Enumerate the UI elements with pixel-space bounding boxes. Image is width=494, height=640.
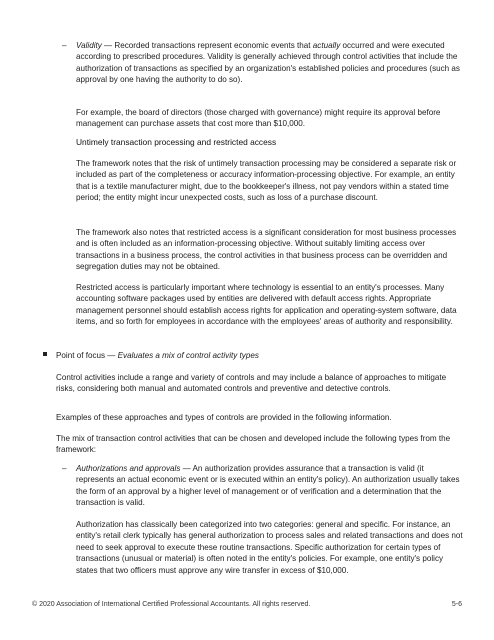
validity-text: — Recorded transactions represent economic events that (101, 41, 313, 50)
mix-paragraph: Control activities include a range and variety of controls and may include a balance of approaches to mitigate risks, considering both manual and automated controls and preventive and detective controls. (56, 373, 447, 394)
untimely-paragraph: The framework notes that the risk of untimely transaction processing may be considered a separate risk or included as part of the completeness or accuracy information-processing objective. For example, an entity that is a textile manufacturer might, due to the bookkeeper's illness, not pay vendors within a stated time period; the entity might incur unexpected costs, such as loss of a purchase discount. (76, 159, 457, 203)
point-of-focus-title: Evaluates a mix of control activity types (117, 351, 259, 360)
page-footer (32, 600, 462, 609)
dash-marker: – (62, 464, 67, 473)
classified-paragraph: Authorization has classically been categorized into two categories: general and specific. For instance, an entity's retail clerk typically has general authorization to process sales and related transactions and does not need to seek approval to execute these routine transactions. Specific authorization for certain types of transactions (unusual or material) is often noted in the entity's policies. For example, one entity's policy states that two officers must approve any wire transfer in excess of $10,000. (76, 520, 463, 575)
validity-item (62, 40, 464, 86)
point-of-focus-item (56, 350, 456, 361)
technology-paragraph: Restricted access is particularly important where technology is essential to an entity's processes. Many accounting software packages used by entities are delivered with default access rights. Appropriate management personnel should establish access rights for application and operating-system software, data items, and so forth for employees in accordance with the employees' areas of authority and responsibility. (76, 283, 457, 327)
point-of-focus-label: Point of focus — (56, 351, 118, 360)
validity-emphasis: actually (312, 41, 341, 50)
example-board-paragraph: For example, the board of directors (those charged with governance) might require its approval before management can purchase assets that cost more than $10,000. (76, 108, 441, 129)
authorizations-text: — An authorization provides assurance that a transaction is valid (it represents an actual economic event or is executed within an entity's policy). An authorization usually takes the form of an approval by a higher level of management or of verification and a determination that the transaction is valid. (76, 464, 460, 508)
validity-paragraph (76, 40, 464, 86)
authorizations-item (62, 463, 464, 509)
copyright-text: © 2020 Association of International Certified Professional Accountants. All rights reserved. (32, 601, 311, 608)
dash-marker: – (62, 41, 67, 50)
bullet-icon (43, 352, 47, 356)
examples-paragraph: Examples of these approaches and types of controls are provided in the following information. (56, 413, 392, 422)
restricted-access-paragraph: The framework also notes that restricted access is a significant consideration for most business processes and is often included as an information-processing objective. Without suitably limiting access over transactions in a business process, the control activities in that business process can be overridden and segregation duties may not be obtained. (76, 228, 457, 272)
framework-paragraph: The mix of transaction control activities that can be chosen and developed include the following types from the framework: (56, 434, 451, 455)
validity-text-2: occurred and were executed according to prescribed procedures. Validity is generally achieved through control activities that include the authorization of transactions as specified by an organization's established policies and procedures (such as approval by one having the authority to do so). (76, 41, 460, 85)
validity-term: Validity (76, 41, 102, 50)
point-of-focus-line (56, 350, 456, 361)
authorizations-term: Authorizations and approvals (76, 464, 181, 473)
subheading: Untimely transaction processing and restricted access (76, 137, 277, 147)
authorizations-paragraph (76, 463, 464, 509)
page-number: 5-6 (451, 601, 462, 608)
